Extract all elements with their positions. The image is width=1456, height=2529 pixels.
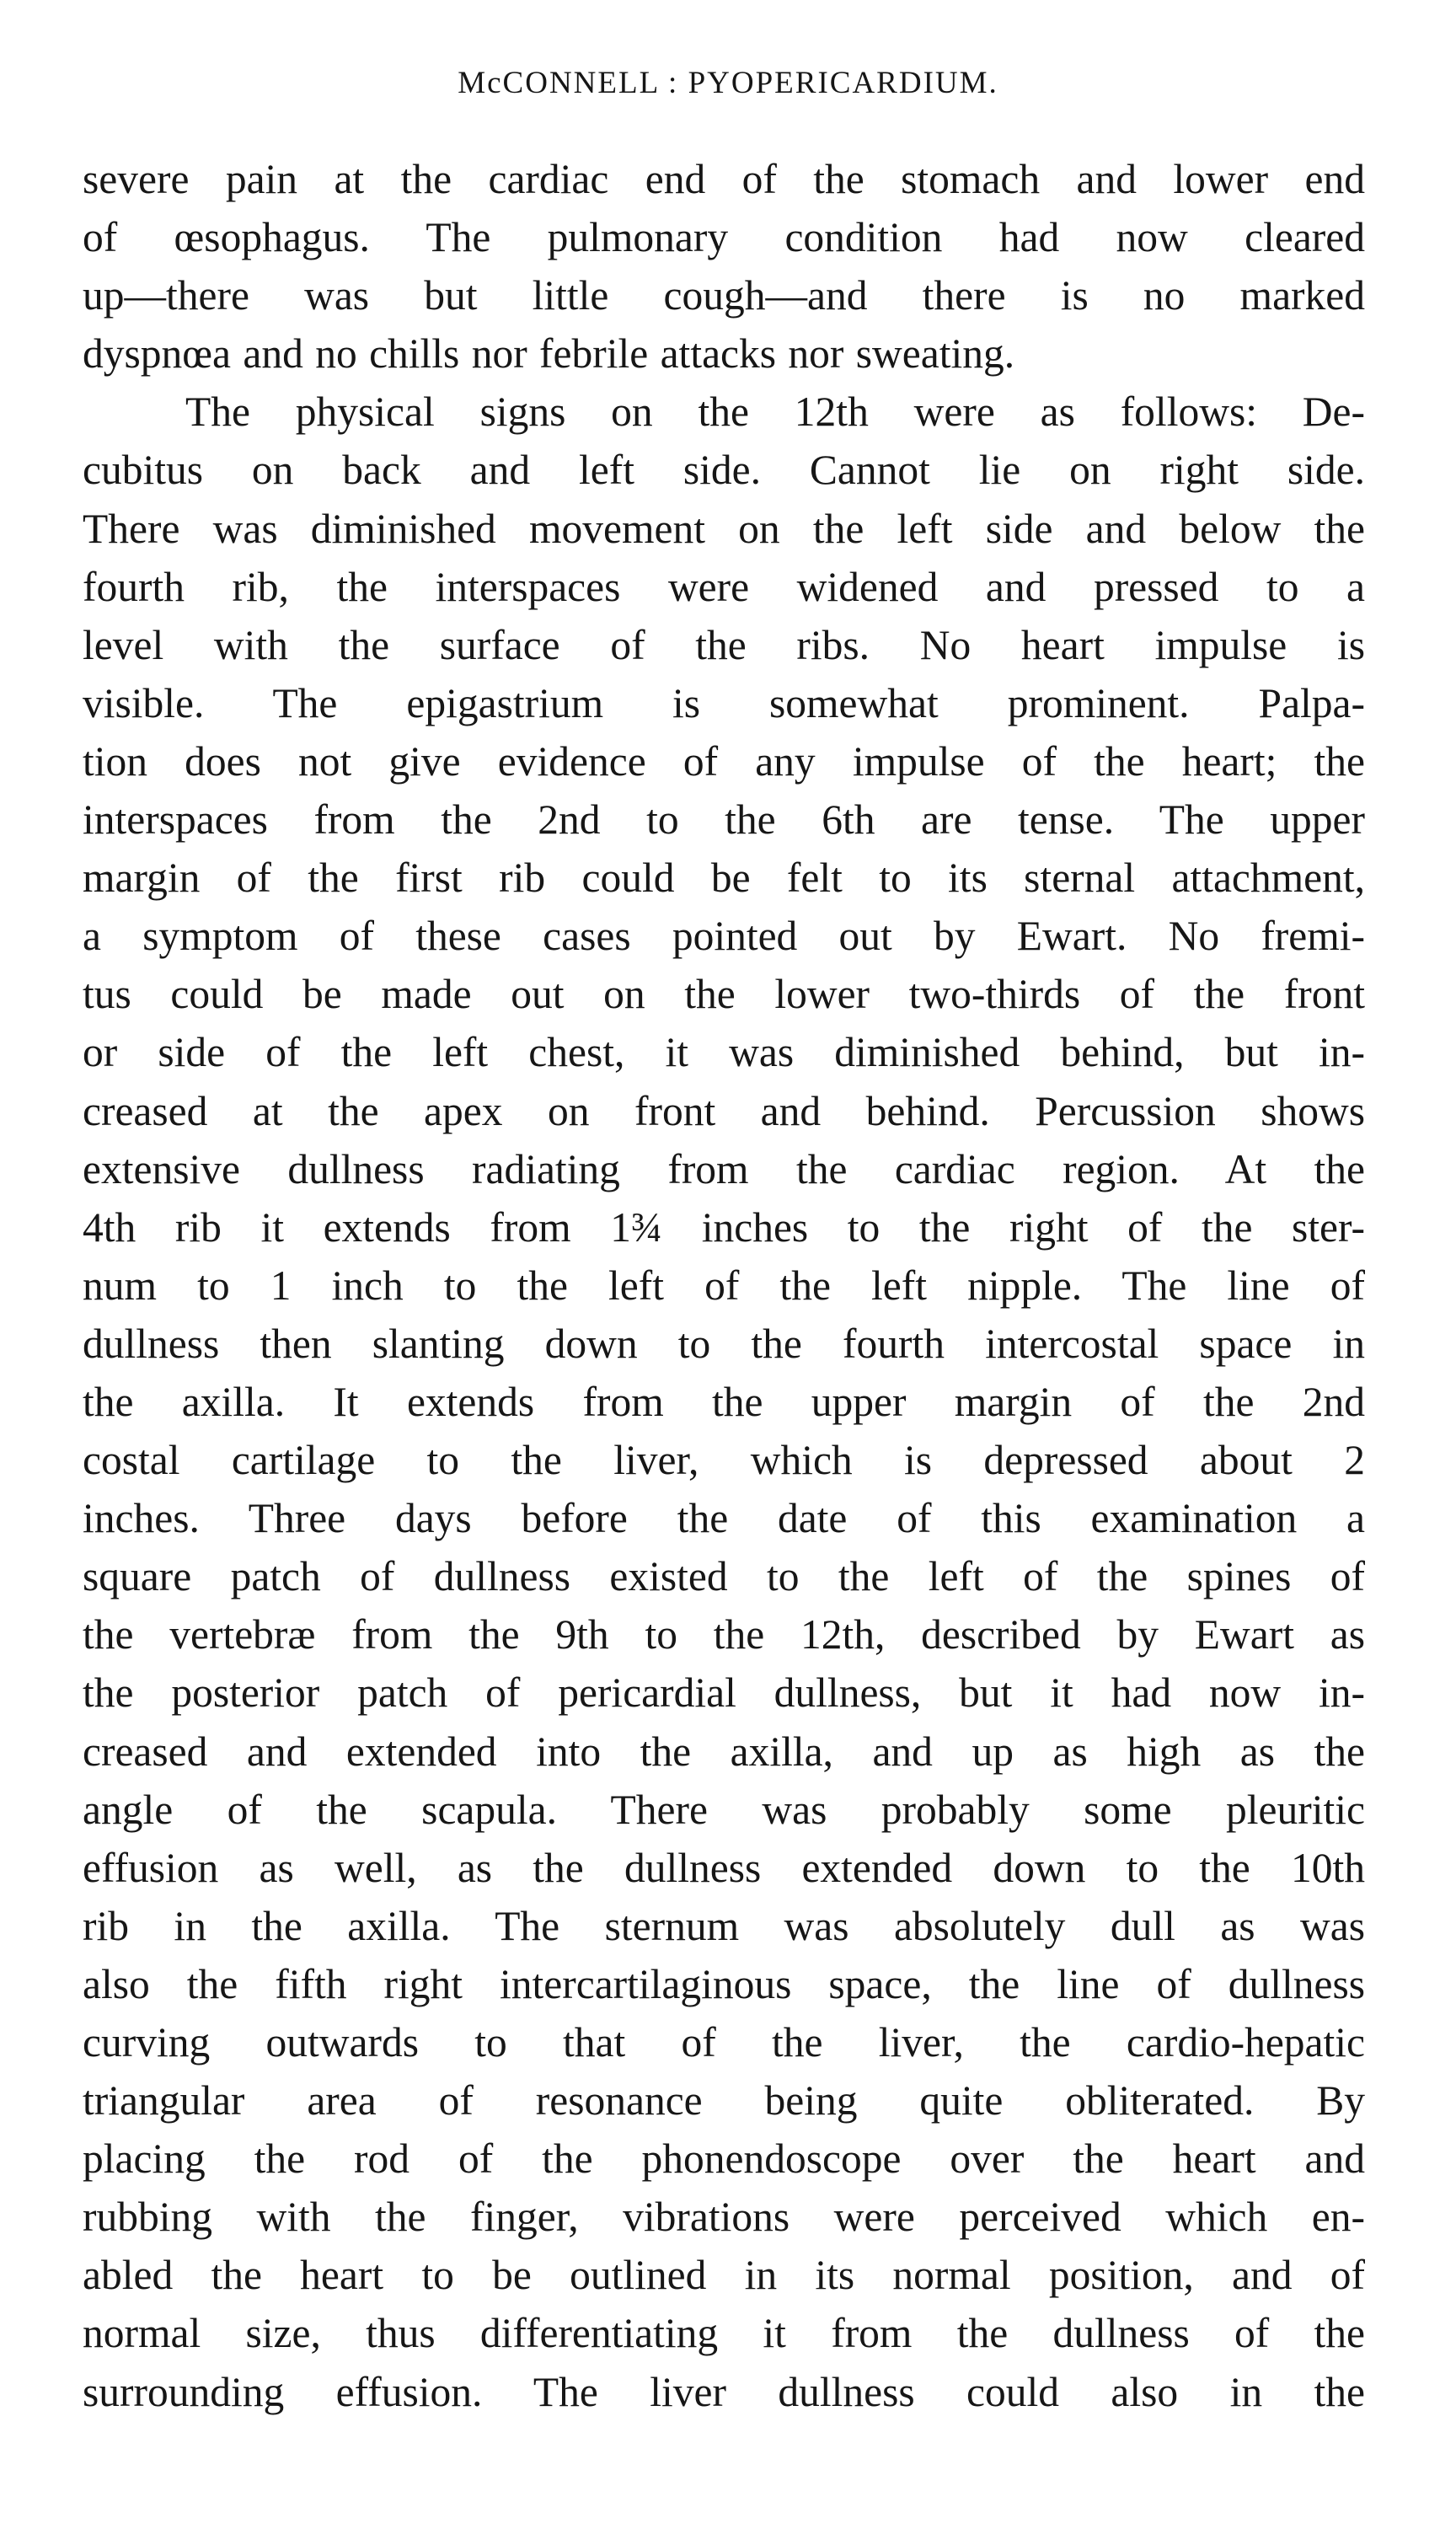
text-line: 4th rib it extends from 1¾ inches to the right of the ster-: [83, 1203, 1365, 1251]
text-line: effusion as well, as the dullness extended down to the 10th: [83, 1844, 1365, 1891]
text-line: costal cartilage to the liver, which is depressed about 2: [83, 1437, 1365, 1484]
text-line: tion does not give evidence of any impulse of the heart; the: [83, 737, 1365, 785]
text-line: num to 1 inch to the left of the left nipple. The line of: [83, 1262, 1365, 1309]
body-text: [83, 150, 1365, 2421]
text-line: rib in the axilla. The sternum was absolutely dull as was: [83, 1902, 1365, 1949]
text-line: inches. Three days before the date of this examination a: [83, 1495, 1365, 1542]
text-line: rubbing with the finger, vibrations were perceived which en-: [83, 2194, 1365, 2241]
text-line: triangular area of resonance being quite obliterated. By: [83, 2077, 1365, 2124]
text-line: creased at the apex on front and behind. Percussion shows: [83, 1087, 1365, 1134]
text-line: dyspnœa and no chills nor febrile attacks nor sweating.: [83, 330, 1015, 378]
text-line: There was diminished movement on the left side and below the: [83, 505, 1365, 552]
text-line: curving outwards to that of the liver, the cardio-hepatic: [83, 2019, 1365, 2066]
text-line: interspaces from the 2nd to the 6th are tense. The upper: [83, 796, 1365, 844]
text-line: surrounding effusion. The liver dullness could also in the: [83, 2368, 1365, 2415]
text-line: visible. The epigastrium is somewhat prominent. Palpa-: [83, 679, 1365, 726]
text-line: a symptom of these cases pointed out by Ewart. No fremi-: [83, 913, 1365, 960]
text-line: or side of the left chest, it was diminished behind, but in-: [83, 1029, 1365, 1076]
text-line: The physical signs on the 12th were as follows: De-: [185, 388, 1365, 436]
text-line: tus could be made out on the lower two-thirds of the front: [83, 971, 1365, 1018]
text-line: dullness then slanting down to the fourth intercostal space in: [83, 1320, 1365, 1367]
text-line: cubitus on back and left side. Cannot lie on right side.: [83, 447, 1365, 494]
text-line: creased and extended into the axilla, and up as high as the: [83, 1728, 1365, 1775]
text-line: normal size, thus differentiating it from the dullness of the: [83, 2310, 1365, 2357]
text-line: the posterior patch of pericardial dullness, but it had now in-: [83, 1669, 1365, 1717]
text-line: abled the heart to be outlined in its normal position, and of: [83, 2252, 1365, 2299]
text-line: the vertebræ from the 9th to the 12th, described by Ewart as: [83, 1611, 1365, 1658]
text-line: extensive dullness radiating from the cardiac region. At the: [83, 1145, 1365, 1192]
text-line: placing the rod of the phonendoscope over the heart and: [83, 2135, 1365, 2183]
text-line: severe pain at the cardiac end of the stomach and lower end: [83, 156, 1365, 202]
text-line: square patch of dullness existed to the left of the spines of: [83, 1553, 1365, 1600]
text-line: of œsophagus. The pulmonary condition had now cleared: [83, 214, 1365, 261]
text-line: up—there was but little cough—and there is no marked: [83, 272, 1365, 319]
text-line: the axilla. It extends from the upper margin of the 2nd: [83, 1378, 1365, 1425]
text-line: also the fifth right intercartilaginous space, the line of dullness: [83, 1960, 1365, 2007]
text-line: fourth rib, the interspaces were widened and pressed to a: [83, 563, 1365, 610]
text-line: level with the surface of the ribs. No heart impulse is: [83, 621, 1365, 668]
text-line: angle of the scapula. There was probably some pleuritic: [83, 1786, 1365, 1833]
running-head: McCONNELL : PYOPERICARDIUM.: [458, 66, 998, 100]
text-line: margin of the first rib could be felt to its sternal attachment,: [83, 855, 1365, 902]
